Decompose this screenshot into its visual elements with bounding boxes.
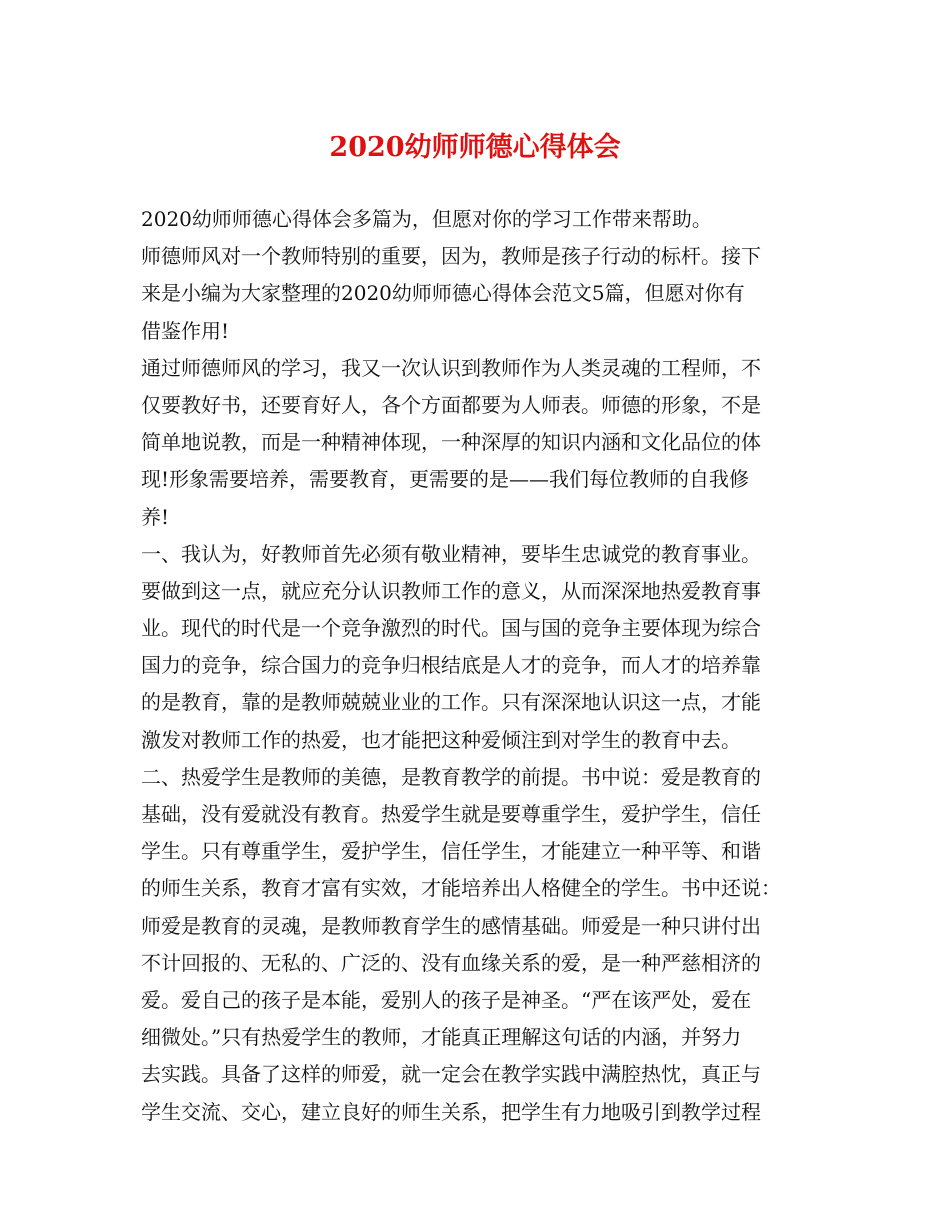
body-line: 细微处。”只有热爱学生的教师，才能真正理解这句话的内涵，并努力 [141, 1025, 742, 1050]
body-line: 二、热爱学生是教师的美德，是教育教学的前提。书中说：爱是教育的 [141, 764, 761, 789]
body-line: 要做到这一点，就应充分认识教师工作的意义，从而深深地热爱教育事 [141, 578, 761, 603]
body-line: 的是教育，靠的是教师兢兢业业的工作。只有深深地认识这一点，才能 [141, 690, 761, 715]
body-line: 的师生关系，教育才富有实效，才能培养出人格健全的学生。书中还说： [141, 876, 781, 901]
body-line: 借鉴作用! [141, 318, 230, 343]
body-line: 通过师德师风的学习，我又一次认识到教师作为人类灵魂的工程师，不 [141, 355, 761, 380]
body-line: 学生。只有尊重学生，爱护学生，信任学生，才能建立一种平等、和谐 [141, 839, 761, 864]
body-line: 来是小编为大家整理的2020幼师师德心得体会范文5篇，但愿对你有 [141, 281, 745, 306]
body-line: 业。现代的时代是一个竞争激烈的时代。国与国的竞争主要体现为综合 [141, 616, 761, 641]
body-line: 一、我认为，好教师首先必须有敬业精神，要毕生忠诚党的教育事业。 [141, 541, 761, 566]
body-line: 2020幼师师德心得体会多篇为，但愿对你的学习工作带来帮助。 [141, 207, 712, 231]
body-line: 仅要教好书，还要育好人，各个方面都要为人师表。师德的形象，不是 [141, 392, 761, 417]
body-line: 养! [141, 504, 170, 529]
body-line: 师爱是教育的灵魂，是教师教育学生的感情基础。师爱是一种只讲付出 [141, 913, 761, 938]
body-line: 基础，没有爱就没有教育。热爱学生就是要尊重学生，爱护学生，信任 [141, 802, 761, 826]
body-line: 去实践。具备了这样的师爱，就一定会在教学实践中满腔热忱，真正与 [141, 1062, 761, 1087]
document-body [141, 201, 829, 1131]
body-line: 简单地说教，而是一种精神体现，一种深厚的知识内涵和文化品位的体 [141, 430, 761, 455]
document-title: 2020幼师师德心得体会 [329, 132, 621, 163]
body-line: 爱。爱自己的孩子是本能，爱别人的孩子是神圣。“严在该严处，爱在 [141, 987, 752, 1012]
body-line: 不计回报的、无私的、广泛的、没有血缘关系的爱，是一种严慈相济的 [141, 950, 761, 975]
body-line: 激发对教师工作的热爱，也才能把这种爱倾注到对学生的教育中去。 [141, 727, 741, 752]
body-line: 学生交流、交心，建立良好的师生关系，把学生有力地吸引到教学过程 [141, 1099, 761, 1124]
body-line: 国力的竞争，综合国力的竞争归根结底是人才的竞争，而人才的培养靠 [141, 653, 761, 678]
body-line: 师德师风对一个教师特别的重要，因为，教师是孩子行动的标杆。接下 [141, 244, 761, 269]
body-line: 现!形象需要培养，需要教育，更需要的是——我们每位教师的自我修 [141, 467, 750, 492]
